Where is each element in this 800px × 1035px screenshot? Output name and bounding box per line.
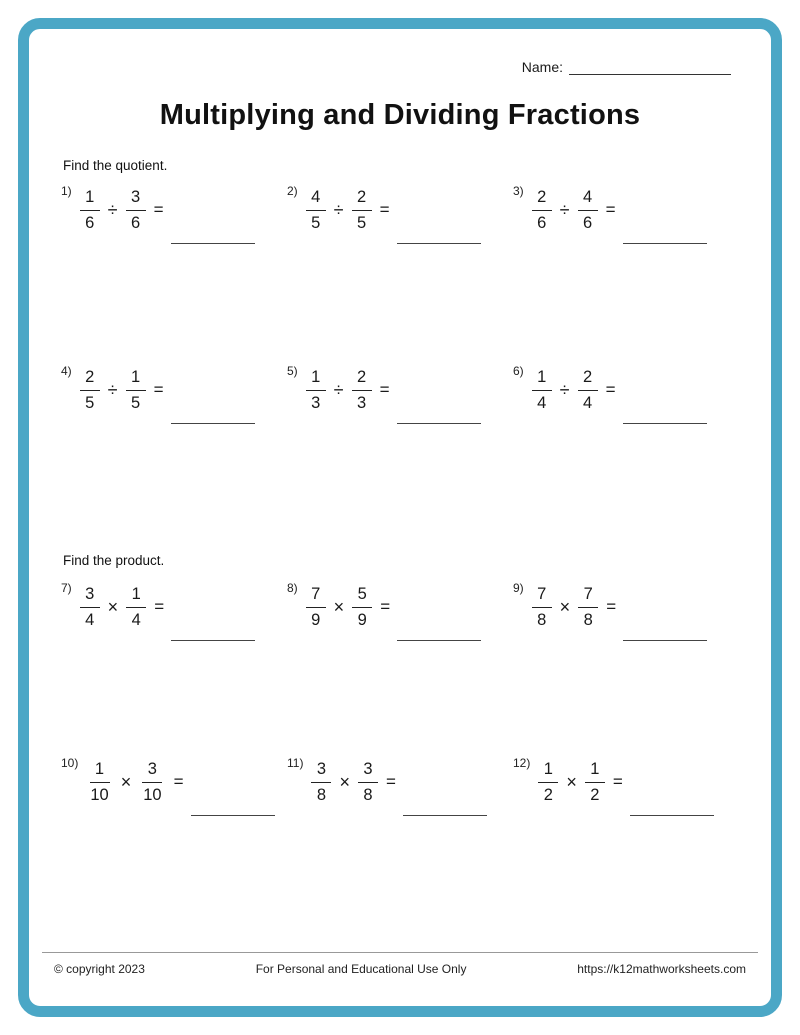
operator: × (566, 771, 577, 792)
operator: ÷ (559, 379, 570, 400)
numerator: 1 (80, 188, 100, 211)
numerator: 2 (532, 188, 552, 211)
denominator: 8 (583, 610, 593, 629)
fraction-first (80, 368, 100, 413)
problem-number: 2) (287, 184, 298, 198)
answer-blank[interactable] (397, 243, 481, 244)
equals-sign: = (385, 772, 396, 791)
problem-number: 3) (513, 184, 524, 198)
name-field[interactable] (569, 60, 731, 75)
answer-blank[interactable] (171, 243, 255, 244)
numerator: 3 (126, 188, 146, 211)
problem-number: 9) (513, 581, 524, 595)
equals-sign: = (380, 597, 391, 616)
problem-number: 5) (287, 364, 298, 378)
denominator: 6 (130, 213, 141, 232)
fraction-second (578, 368, 598, 413)
numerator: 3 (142, 760, 162, 783)
problems-row (29, 183, 771, 245)
denominator: 9 (357, 610, 367, 629)
fraction-first (80, 585, 100, 630)
fraction-second (126, 368, 146, 413)
equals-sign: = (606, 597, 617, 616)
numerator: 3 (358, 760, 378, 783)
footer (42, 952, 758, 976)
numerator: 3 (80, 585, 100, 608)
numerator: 2 (578, 368, 598, 391)
operator: × (559, 596, 571, 617)
usage-text: For Personal and Educational Use Only (255, 962, 467, 976)
operator: ÷ (107, 199, 118, 220)
name-label: Name: (521, 59, 563, 75)
problem-8 (287, 580, 513, 634)
problems-row (29, 363, 771, 425)
denominator: 5 (311, 213, 321, 232)
equals-sign: = (379, 380, 390, 399)
problem-12 (513, 755, 739, 809)
answer-blank[interactable] (630, 815, 714, 816)
answer-blank[interactable] (403, 815, 487, 816)
problem-7 (61, 580, 287, 634)
answer-blank[interactable] (623, 423, 707, 424)
denominator: 4 (131, 610, 141, 629)
denominator: 3 (311, 393, 321, 412)
page-border (18, 18, 782, 1017)
problem-number: 6) (513, 364, 524, 378)
denominator: 5 (85, 393, 95, 412)
operator: × (107, 596, 119, 617)
equals-sign: = (153, 380, 164, 399)
denominator: 4 (537, 393, 547, 412)
operator: ÷ (333, 199, 344, 220)
operator: ÷ (559, 199, 570, 220)
denominator: 6 (537, 213, 547, 232)
problem-number: 8) (287, 581, 298, 595)
denominator: 10 (90, 785, 109, 804)
answer-blank[interactable] (397, 640, 481, 641)
numerator: 1 (306, 368, 326, 391)
fraction-second (352, 368, 372, 413)
problem-9 (513, 580, 739, 634)
denominator: 6 (85, 213, 95, 232)
denominator: 2 (590, 785, 600, 804)
denominator: 2 (543, 785, 553, 804)
problem-number: 10) (61, 756, 79, 770)
fraction-second (585, 760, 605, 805)
operator: × (339, 771, 350, 792)
equals-sign: = (153, 200, 164, 219)
page-content (29, 29, 771, 1006)
denominator: 8 (363, 785, 373, 804)
denominator: 8 (537, 610, 547, 629)
fraction-second (139, 760, 165, 805)
instruction-quotient: Find the quotient. (63, 158, 168, 173)
problem-1 (61, 183, 287, 237)
denominator: 4 (582, 393, 593, 412)
numerator: 2 (352, 188, 372, 211)
fraction-first (306, 368, 326, 413)
operator: ÷ (107, 379, 118, 400)
problem-3 (513, 183, 739, 237)
problem-number: 4) (61, 364, 72, 378)
problem-5 (287, 363, 513, 417)
fraction-second (352, 188, 372, 233)
numerator: 4 (578, 188, 598, 211)
equals-sign: = (612, 772, 623, 791)
equals-sign: = (154, 597, 165, 616)
denominator: 6 (582, 213, 593, 232)
answer-blank[interactable] (191, 815, 275, 816)
fraction-first (86, 760, 112, 805)
problem-number: 1) (61, 184, 72, 198)
operator: × (333, 596, 345, 617)
denominator: 10 (143, 785, 162, 804)
answer-blank[interactable] (397, 423, 481, 424)
fraction-second (578, 188, 598, 233)
problem-4 (61, 363, 287, 417)
equals-sign: = (605, 200, 616, 219)
fraction-second (578, 585, 598, 630)
problem-2 (287, 183, 513, 237)
operator: × (120, 771, 132, 792)
fraction-first (532, 188, 552, 233)
fraction-second (358, 760, 378, 805)
fraction-first (311, 760, 331, 805)
denominator: 9 (311, 610, 321, 629)
problems-row (29, 580, 771, 642)
problem-number: 11) (287, 756, 304, 770)
numerator: 5 (352, 585, 372, 608)
numerator: 2 (352, 368, 372, 391)
denominator: 5 (130, 393, 141, 412)
numerator: 2 (80, 368, 100, 391)
fraction-first (538, 760, 558, 805)
operator: ÷ (333, 379, 344, 400)
equals-sign: = (379, 200, 390, 219)
fraction-second (352, 585, 372, 630)
numerator: 1 (126, 368, 146, 391)
answer-blank[interactable] (171, 640, 255, 641)
equals-sign: = (173, 772, 184, 791)
numerator: 3 (311, 760, 331, 783)
numerator: 1 (538, 760, 558, 783)
fraction-first (532, 585, 552, 630)
answer-blank[interactable] (623, 640, 707, 641)
denominator: 3 (356, 393, 367, 412)
numerator: 1 (585, 760, 605, 783)
copyright-text: © copyright 2023 (54, 962, 145, 976)
fraction-second (126, 188, 146, 233)
denominator: 5 (356, 213, 367, 232)
numerator: 4 (306, 188, 326, 211)
problem-number: 12) (513, 756, 531, 770)
fraction-first (306, 188, 326, 233)
problem-10 (61, 755, 287, 809)
numerator: 7 (532, 585, 552, 608)
fraction-first (532, 368, 552, 413)
numerator: 7 (578, 585, 598, 608)
fraction-first (306, 585, 326, 630)
problem-6 (513, 363, 739, 417)
denominator: 4 (85, 610, 95, 629)
numerator: 1 (90, 760, 110, 783)
problems-row (29, 755, 771, 817)
fraction-first (80, 188, 100, 233)
answer-blank[interactable] (623, 243, 707, 244)
numerator: 7 (306, 585, 326, 608)
page-title: Multiplying and Dividing Fractions (159, 99, 641, 131)
denominator: 8 (316, 785, 327, 804)
answer-blank[interactable] (171, 423, 255, 424)
problem-number: 7) (61, 581, 72, 595)
problem-11 (287, 755, 513, 809)
name-row (29, 59, 771, 75)
equals-sign: = (605, 380, 616, 399)
website-url: https://k12mathworksheets.com (577, 962, 746, 976)
fraction-second (126, 585, 146, 630)
numerator: 1 (532, 368, 552, 391)
instruction-product: Find the product. (63, 553, 165, 568)
numerator: 1 (126, 585, 146, 608)
